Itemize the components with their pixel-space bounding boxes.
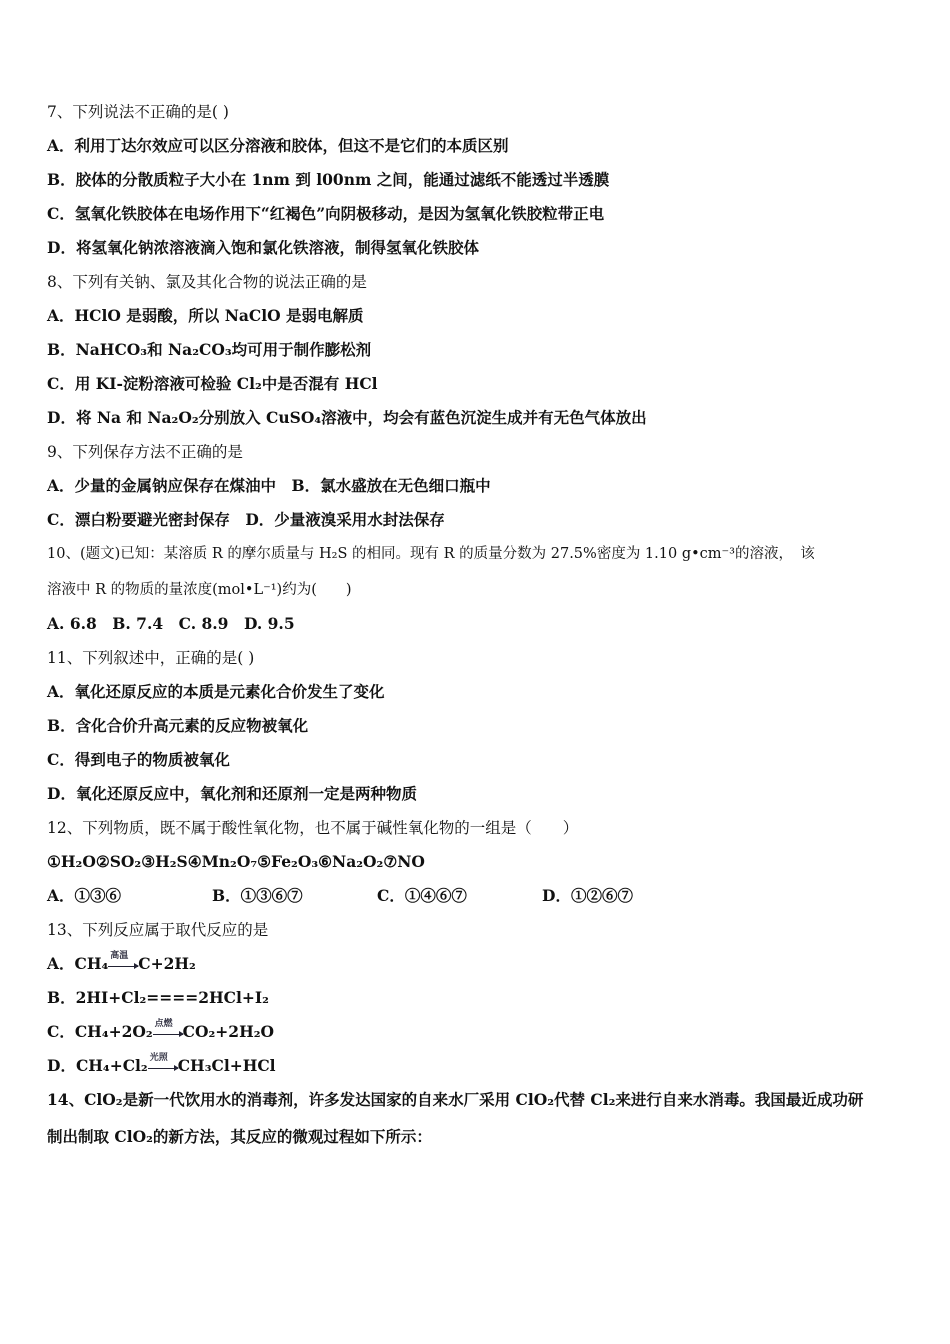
question-7-option-b: B．胶体的分散质粒子大小在 1nm 到 l00nm 之间，能通过滤纸不能透过半透膜 bbox=[47, 170, 610, 189]
question-7-option-c: C．氢氧化铁胶体在电场作用下“红褐色”向阴极移动，是因为氢氧化铁胶粒带正电 bbox=[47, 204, 605, 223]
question-11-option-a: A．氧化还原反应的本质是元素化合价发生了变化 bbox=[47, 682, 385, 701]
question-7-stem: 7、下列说法不正确的是( ) bbox=[47, 103, 229, 121]
question-9-options-ab: A．少量的金属钠应保存在煤油中 B．氯水盛放在无色细口瓶中 bbox=[47, 476, 491, 495]
question-11-option-b: B．含化合价升高元素的反应物被氧化 bbox=[47, 716, 309, 735]
question-12-option-c: C．①④⑥⑦ bbox=[377, 886, 467, 905]
question-10-stem-line2: 溶液中 R 的物质的量浓度(mol•L⁻¹)约为( ) bbox=[47, 582, 352, 598]
question-7-option-a: A．利用丁达尔效应可以区分溶液和胶体，但这不是它们的本质区别 bbox=[47, 136, 509, 155]
reaction-arrow-icon bbox=[148, 1053, 178, 1071]
question-12-option-b: B．①③⑥⑦ bbox=[212, 886, 303, 905]
reaction-arrow-icon bbox=[108, 951, 138, 969]
question-9-stem: 9、下列保存方法不正确的是 bbox=[47, 443, 243, 461]
question-12-options bbox=[0, 886, 950, 906]
question-11-stem: 11、下列叙述中，正确的是( ) bbox=[47, 649, 255, 667]
question-8-option-c: C．用 KI-淀粉溶液可检验 Cl₂中是否混有 HCl bbox=[47, 374, 378, 393]
question-9-options-cd: C．漂白粉要避光密封保存 D．少量液溴采用水封法保存 bbox=[47, 510, 445, 529]
reaction-condition: 光照 bbox=[149, 1053, 168, 1063]
question-12-option-a: A．①③⑥ bbox=[47, 886, 122, 905]
question-13-option-d bbox=[47, 1053, 276, 1076]
products: CH₃Cl+HCl bbox=[177, 1056, 276, 1075]
products: CO₂+2H₂O bbox=[182, 1022, 275, 1041]
reactants: D．CH₄+Cl₂ bbox=[47, 1056, 148, 1075]
question-10-stem-line1: 10、(题文)已知：某溶质 R 的摩尔质量与 H₂S 的相同。现有 R 的质量分数为 27.5%密度为 1.10 g•cm⁻³的溶液， 该 bbox=[47, 546, 815, 562]
question-13-option-a bbox=[47, 951, 196, 974]
question-8-option-b: B．NaHCO₃和 Na₂CO₃均可用于制作膨松剂 bbox=[47, 340, 372, 359]
reaction-condition: 高温 bbox=[110, 951, 129, 961]
question-12-stem: 12、下列物质，既不属于酸性氧化物，也不属于碱性氧化物的一组是（ ） bbox=[47, 819, 579, 837]
question-13-option-b: B．2HI+Cl₂====2HCl+I₂ bbox=[47, 988, 269, 1007]
products: C+2H₂ bbox=[138, 954, 196, 973]
question-12-items: ①H₂O②SO₂③H₂S④Mn₂O₇⑤Fe₂O₃⑥Na₂O₂⑦NO bbox=[47, 852, 425, 871]
reactants: A．CH₄ bbox=[47, 954, 109, 973]
reactants: C．CH₄+2O₂ bbox=[47, 1022, 153, 1041]
question-11-option-c: C．得到电子的物质被氧化 bbox=[47, 750, 230, 769]
reaction-condition: 点燃 bbox=[154, 1019, 173, 1029]
question-14-stem-line2: 制出制取 ClO₂的新方法，其反应的微观过程如下所示： bbox=[47, 1127, 432, 1146]
question-7-option-d: D．将氢氧化钠浓溶液滴入饱和氯化铁溶液，制得氢氧化铁胶体 bbox=[47, 238, 479, 257]
question-8-option-d: D．将 Na 和 Na₂O₂分别放入 CuSO₄溶液中，均会有蓝色沉淀生成并有无色气体放出 bbox=[47, 408, 647, 427]
question-8-stem: 8、下列有关钠、氯及其化合物的说法正确的是 bbox=[47, 273, 367, 291]
question-13-stem: 13、下列反应属于取代反应的是 bbox=[47, 921, 269, 939]
question-13-option-c bbox=[47, 1019, 275, 1042]
question-11-option-d: D．氧化还原反应中，氧化剂和还原剂一定是两种物质 bbox=[47, 784, 417, 803]
question-8-option-a: A．HClO 是弱酸，所以 NaClO 是弱电解质 bbox=[47, 306, 364, 325]
reaction-arrow-icon bbox=[153, 1019, 183, 1037]
question-10-options: A. 6.8 B. 7.4 C. 8.9 D. 9.5 bbox=[47, 614, 295, 633]
question-12-option-d: D．①②⑥⑦ bbox=[542, 886, 633, 905]
question-14-stem-line1: 14、ClO₂是新一代饮用水的消毒剂，许多发达国家的自来水厂采用 ClO₂代替 Cl₂来进行自来水消毒。我国最近成功研 bbox=[47, 1090, 864, 1109]
